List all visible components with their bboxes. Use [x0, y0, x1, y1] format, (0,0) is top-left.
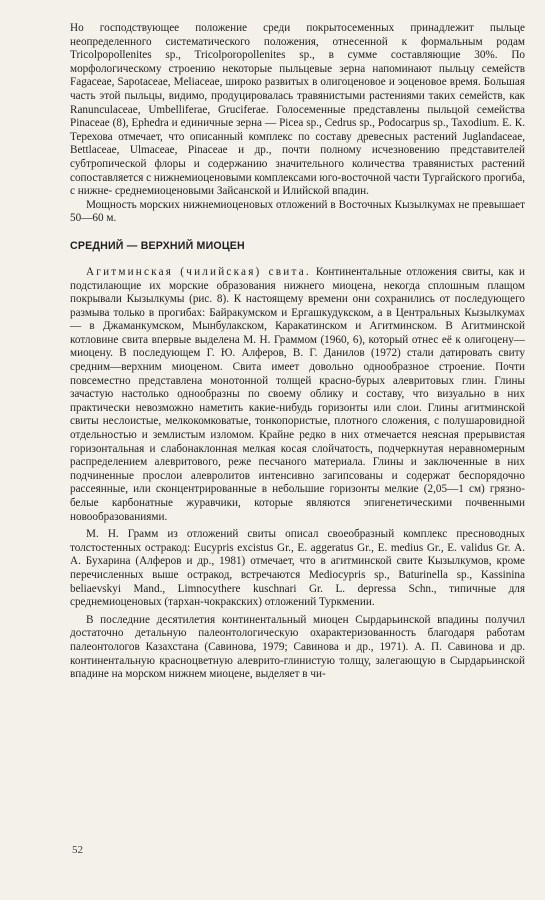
suite-description: отложения свиты, как и подстилающие их морские образования нижнего миоцена, некогда сплошным плащом покрывали Кызылкумы (рис. 8). К настоящему времени они сохранились от последующего размыва только в прогибах: Байракумском и Ергашкудукском, а в Центральных Кызылкумах — в Джаманкумском, Мынбулакском, Каракатинском и Агитминском. В Агитминской котловине свита впервые выделена М. Н. Граммом (1960, 6), который отнес её к олигоцену—миоцену. В последующем Г. Ю. Алферов, В. Г. Данилов (1972) стали датировать свиту средним—верхним миоценом. Свита имеет довольно однообразное строение. Почти повсеместно представлена монотонной толщей красно-бурых алевритовых глин. Глины зачастую настолько однообразны по своему облику и составу, что визуально в них практически невозможно наметить какие-нибудь горизонты или слои. Глины агитминской свиты неслоистые, мелкокомковатые, тонкопористые, плотного сложения, с полушаровидной отдельностью и землистым изломом. Крайне редко в них отмечается неясная прерывистая горизонтальная и слабонаклонная мелкая косая слойчатость, подчеркнутая неравномерным распределением алевритового, реже песчаного материала. Глины и заключенные в них подчиненные прослои алевролитов интенсивно загипсованы и содержат беспорядочно рассеянные, или сконцентрированные в небольшие горизонты мелкие (2,05—1 см) грязно-белые карбонатные журавчики, которые являются эпигенетическими почвенными новообразованиями.	[70, 265, 526, 523]
paragraph-angiosperm-pollen: Но господствующее положение среди покрытосеменных принадлежит пыльце неопределенного систематического положения, отнесенной к формальным родам Tricolpopollenites sp., Tricolporopollenites sp., в сумме составляющие 30%. По морфологическому строению некоторые пыльцевые зерна напоминают пыльцу семейств Fagaceae, Sapotaceae, Meliaceae, широко развитых в олигоценовое и эоценовое время. Большая часть этой пыльцы, видимо, продуцировалась травянистыми растениями таких семейств, как Ranunculaceae, Umbelliferae, Gruciferae. Голосеменные представлены пыльцой семейства Pinaceae (8), Ephedra и единичные зерна — Picea sp., Cedrus sp., Podocarpus sp., Taxodium. Е. К. Терехова отмечает, что описанный комплекс по составу древесных растений Juglandaceae, Bettlaceae, Ulmaceae, Pinaceae и др., почти полному исчезновению представителей субтропической флоры и содержанию значительного количества травянистых растений сопоставляется с нижнемиоценовыми комплексами юго-восточной части Тургайского прогиба, с нижне- среднемиоценовыми Зайсанской и Илийской впадин.	[70, 22, 525, 198]
paragraph-agitma-suite	[70, 266, 525, 524]
paragraph-syrdarya: В последние десятилетия континентальный миоцен Сырдарьинской впадины получил достаточно детальную палеонтологическую охарактеризованность благодаря работам палеонтологов Казахстана (Савинова, 1979; Савинова и др., 1971). А. П. Савинова и др. континентальную красноцветную алеврито-глинистую толщу, залегающую в Сырдарьинской впадине на морском нижнем миоцене, выделяет в чи-	[70, 613, 525, 681]
suite-name: Агитминская (чилийская) свита.	[86, 265, 311, 278]
paragraph-ostracods: М. Н. Грамм из отложений свиты описал своеобразный комплекс пресноводных толстостенных остракод: Eucypris excistus Gr., E. aggeratus Gr., E. medius Gr., E. validus Gr. А. А. Бухарина (Алферов и др., 1981) отмечает, что в агитминской свите Кызылкумов, кроме перечисленных выше остракод, встречаются Mediocypris sp., Baturinella sp., Kassinina beliaevskyi Mand., Limnocythere kuschnari Gr. L. depressa Schn., типичные для среднемиоценовых (тархан-чокракских) отложений Туркмении.	[70, 528, 525, 609]
suite-first-words: Континентальные	[315, 265, 402, 278]
page-number: 52	[72, 844, 83, 856]
paragraph-thickness: Мощность морских нижнемиоценовых отложений в Восточных Кызылкумах не превышает 50—60 м.	[70, 198, 525, 225]
section-title: СРЕДНИЙ — ВЕРХНИЙ МИОЦЕН	[70, 239, 245, 252]
